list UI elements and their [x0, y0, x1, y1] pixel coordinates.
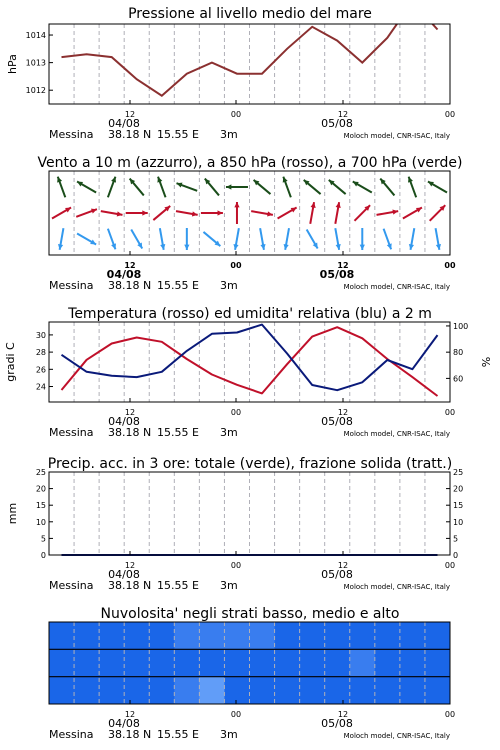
- cloud-location-name: Messina: [49, 728, 94, 741]
- precip-date-label: 04/08: [108, 568, 140, 581]
- wind-arrow-head: [218, 210, 223, 215]
- cloud-cell: [425, 677, 450, 704]
- wind-arrow-head: [157, 177, 162, 183]
- wind-location-lon: 15.55 E: [157, 279, 199, 292]
- cloud-cell: [300, 649, 325, 676]
- temp_hum-y2-tick-label: 100: [453, 321, 469, 331]
- precip-y2-tick-label: 25: [453, 468, 464, 477]
- wind-arrow: [131, 229, 142, 248]
- cloud-cell: [74, 677, 99, 704]
- precip-y-tick-label: 10: [35, 517, 46, 527]
- wind-arrow: [58, 228, 63, 250]
- temp_hum-location-lon: 15.55 E: [157, 426, 199, 439]
- wind-x-tick-label: 00: [230, 261, 242, 270]
- wind-arrow: [335, 228, 340, 250]
- cloud-x-tick-label: 00: [444, 710, 456, 719]
- precip-date-label: 05/08: [321, 568, 353, 581]
- wind-arrow: [380, 179, 394, 196]
- precip-location-lat: 38.18 N: [108, 579, 152, 592]
- cloud-location-lat: 38.18 N: [108, 728, 152, 741]
- cloud-cell: [350, 677, 375, 704]
- precip-model-credit: Moloch model, CNR-ISAC, Italy: [343, 583, 450, 591]
- wind-arrow: [408, 177, 416, 198]
- wind-arrow: [436, 228, 441, 250]
- cloud-cell: [300, 677, 325, 704]
- wind-arrow-head: [283, 177, 288, 183]
- precip-location-alt: 3m: [220, 579, 238, 592]
- wind-arrow: [428, 182, 447, 193]
- precip-y-tick-label: 5: [40, 534, 46, 544]
- wind-arrow: [254, 180, 271, 194]
- temp_hum-location-name: Messina: [49, 426, 94, 439]
- cloud-x-tick-label: 12: [124, 710, 136, 719]
- wind-x-tick-label: 12: [337, 261, 349, 270]
- temp_hum-y2-tick-label: 60: [453, 374, 464, 384]
- cloud-cell: [199, 622, 224, 649]
- wind-arrow: [284, 228, 289, 250]
- precip-location-lon: 15.55 E: [157, 579, 199, 592]
- precip-x-tick-label: 00: [444, 561, 456, 570]
- cloud-cell: [149, 649, 174, 676]
- cloud-cell: [224, 677, 249, 704]
- wind-arrow-head: [142, 210, 147, 215]
- cloud-cell: [400, 649, 425, 676]
- wind-arrow: [77, 234, 96, 245]
- wind-location-name: Messina: [49, 279, 94, 292]
- wind-arrow: [234, 202, 239, 224]
- wind-arrow: [278, 208, 297, 219]
- temp_hum-y-tick-label: 24: [35, 382, 46, 392]
- temp_hum-y-tick-label: 26: [35, 365, 46, 375]
- pressure-location-name: Messina: [49, 128, 94, 141]
- wind-arrow: [176, 211, 198, 216]
- wind-arrow: [77, 182, 96, 193]
- cloud-cell: [275, 622, 300, 649]
- cloud-cell: [325, 649, 350, 676]
- cloud-cell: [149, 677, 174, 704]
- wind-arrow-head: [226, 184, 231, 189]
- cloud-cell: [99, 677, 124, 704]
- precip-y-label: mm: [6, 502, 19, 525]
- wind-arrow: [57, 177, 65, 198]
- pressure-location-lon: 15.55 E: [157, 128, 199, 141]
- pressure-y-tick-label: 1012: [25, 86, 46, 96]
- cloud-cell: [74, 622, 99, 649]
- wind-arrow: [384, 229, 392, 250]
- wind-location-lat: 38.18 N: [108, 279, 152, 292]
- pressure-title: Pressione al livello medio del mare: [128, 6, 372, 22]
- wind-arrow: [360, 228, 365, 250]
- temp_hum-y-tick-label: 28: [35, 348, 46, 358]
- cloud-cell: [425, 649, 450, 676]
- temp_hum-model-credit: Moloch model, CNR-ISAC, Italy: [343, 430, 450, 438]
- temp_hum-date-label: 04/08: [108, 415, 140, 428]
- wind-arrow: [307, 229, 318, 248]
- temp_hum-x-tick-label: 12: [337, 408, 349, 417]
- cloud-cell: [375, 622, 400, 649]
- cloud-cell: [99, 649, 124, 676]
- pressure-date-label: 05/08: [321, 117, 353, 130]
- wind-arrow: [335, 202, 340, 224]
- wind-x-tick-label: 00: [444, 261, 456, 270]
- wind-x-tick-label: 12: [124, 261, 136, 270]
- wind-arrow-head: [91, 209, 97, 214]
- wind-arrow: [160, 228, 165, 250]
- wind-arrow-head: [57, 177, 62, 183]
- wind-arrow: [310, 202, 315, 224]
- cloud-location-lon: 15.55 E: [157, 728, 199, 741]
- cloud-x-tick-label: 00: [230, 710, 242, 719]
- wind-arrow-head: [360, 245, 365, 250]
- cloud-model-credit: Moloch model, CNR-ISAC, Italy: [343, 732, 450, 740]
- cloud-cell: [275, 649, 300, 676]
- temp_hum-title: Temperatura (rosso) ed umidita' relativa (blu) a 2 m: [68, 306, 432, 322]
- precip-title: Precip. acc. in 3 ore: totale (verde), frazione solida (tratt.): [47, 456, 453, 472]
- pressure-x-tick-label: 00: [444, 110, 456, 119]
- wind-arrow: [355, 205, 371, 221]
- cloud-cell: [174, 649, 199, 676]
- cloud-cell: [224, 649, 249, 676]
- precip-y-tick-label: 0: [40, 551, 46, 560]
- wind-arrow: [203, 232, 220, 246]
- wind-arrow: [233, 228, 238, 250]
- cloud-location-alt: 3m: [220, 728, 238, 741]
- pressure-y-label: hPa: [6, 54, 19, 74]
- cloud-cell: [375, 677, 400, 704]
- cloud-cell: [275, 677, 300, 704]
- precip-x-tick-label: 12: [337, 561, 349, 570]
- pressure-y-tick-label: 1014: [25, 31, 46, 41]
- cloud-title: Nuvolosita' negli strati basso, medio e alto: [100, 606, 400, 622]
- wind-arrow-head: [184, 245, 189, 250]
- precip-y-tick-label: 15: [35, 501, 46, 511]
- wind-arrow: [184, 228, 189, 250]
- precip-y-tick-label: 25: [35, 468, 46, 477]
- cloud-cell: [199, 649, 224, 676]
- wind-arrow: [430, 205, 446, 221]
- wind-arrow: [153, 206, 170, 220]
- precip-y-tick-label: 20: [35, 484, 46, 494]
- wind-location-alt: 3m: [220, 279, 238, 292]
- cloud-cell: [199, 677, 224, 704]
- pressure-y-tick-label: 1013: [25, 58, 46, 68]
- cloud-cell: [400, 677, 425, 704]
- wind-arrow-head: [387, 243, 392, 249]
- temp_hum-date-label: 05/08: [321, 415, 353, 428]
- temp_hum-y-tick-label: 30: [35, 330, 46, 340]
- temp_hum-x-tick-label: 00: [444, 408, 456, 417]
- wind-arrow: [177, 183, 198, 191]
- wind-arrow: [201, 210, 223, 215]
- cloud-cell: [49, 649, 74, 676]
- wind-arrow: [52, 208, 71, 219]
- wind-arrow: [130, 179, 144, 196]
- temp_hum-location-lat: 38.18 N: [108, 426, 152, 439]
- cloud-cell: [250, 622, 275, 649]
- cloud-date-label: 04/08: [108, 717, 140, 730]
- cloud-cell: [325, 622, 350, 649]
- pressure-x-tick-label: 12: [124, 110, 136, 119]
- wind-title: Vento a 10 m (azzurro), a 850 hPa (rosso), a 700 hPa (verde): [37, 155, 463, 171]
- temp_hum-y2-tick-label: 80: [453, 348, 464, 358]
- cloud-cell: [224, 622, 249, 649]
- cloud-date-label: 05/08: [321, 717, 353, 730]
- cloud-cell: [149, 622, 174, 649]
- temp_hum-x-tick-label: 12: [124, 408, 136, 417]
- precip-y2-tick-label: 15: [453, 501, 464, 511]
- wind-arrow: [329, 180, 346, 194]
- cloud-cell: [174, 677, 199, 704]
- pressure-location-lat: 38.18 N: [108, 128, 152, 141]
- cloud-cell: [325, 677, 350, 704]
- precip-x-tick-label: 00: [230, 561, 242, 570]
- cloud-cell: [350, 649, 375, 676]
- precip-y2-tick-label: 0: [453, 551, 459, 560]
- cloud-cell: [300, 622, 325, 649]
- wind-arrow: [226, 184, 248, 189]
- pressure-model-credit: Moloch model, CNR-ISAC, Italy: [343, 132, 450, 140]
- cloud-x-tick-label: 12: [337, 710, 349, 719]
- cloud-cell: [400, 622, 425, 649]
- wind-arrow-head: [177, 183, 183, 188]
- wind-arrow: [157, 177, 165, 198]
- wind-model-credit: Moloch model, CNR-ISAC, Italy: [343, 283, 450, 291]
- temp_hum-y2-label: %: [480, 356, 493, 368]
- cloud-cell: [250, 649, 275, 676]
- cloud-cell: [99, 622, 124, 649]
- wind-arrow: [205, 179, 219, 196]
- wind-arrow-head: [111, 177, 116, 183]
- cloud-cell: [174, 622, 199, 649]
- wind-arrow: [409, 228, 414, 250]
- wind-arrow: [126, 210, 148, 215]
- wind-arrow: [251, 211, 273, 216]
- precip-y2-tick-label: 20: [453, 484, 464, 494]
- cloud-cell: [74, 649, 99, 676]
- temp_hum-location-alt: 3m: [220, 426, 238, 439]
- wind-arrow: [377, 209, 399, 214]
- wind-arrow-head: [408, 177, 413, 183]
- cloud-cell: [49, 622, 74, 649]
- wind-arrow: [283, 177, 291, 198]
- cloud-cell: [124, 622, 149, 649]
- wind-arrow: [260, 228, 265, 250]
- wind-arrow-head: [111, 243, 116, 249]
- wind-arrow-head: [234, 202, 239, 207]
- temp_hum-y-label: gradi C: [4, 342, 17, 382]
- wind-date-label: 04/08: [106, 268, 142, 281]
- cloud-cell: [124, 677, 149, 704]
- temp_hum-x-tick-label: 00: [230, 408, 242, 417]
- pressure-location-alt: 3m: [220, 128, 238, 141]
- precip-y2-tick-label: 5: [453, 534, 459, 544]
- pressure-x-tick-label: 12: [337, 110, 349, 119]
- precip-y2-tick-label: 10: [453, 517, 464, 527]
- cloud-cell: [124, 649, 149, 676]
- wind-arrow: [353, 182, 372, 193]
- wind-arrow: [101, 211, 123, 216]
- wind-arrow: [403, 208, 422, 219]
- pressure-date-label: 04/08: [108, 117, 140, 130]
- wind-arrow: [108, 177, 116, 198]
- wind-arrow: [304, 180, 321, 194]
- pressure-x-tick-label: 00: [230, 110, 242, 119]
- wind-arrow: [76, 209, 97, 217]
- pressure-frame: [49, 24, 450, 104]
- precip-x-tick-label: 12: [124, 561, 136, 570]
- precip-location-name: Messina: [49, 579, 94, 592]
- wind-date-label: 05/08: [319, 268, 355, 281]
- cloud-cell: [49, 677, 74, 704]
- cloud-cell: [425, 622, 450, 649]
- cloud-cell: [350, 622, 375, 649]
- wind-arrow: [108, 229, 116, 250]
- cloud-cell: [250, 677, 275, 704]
- cloud-cell: [375, 649, 400, 676]
